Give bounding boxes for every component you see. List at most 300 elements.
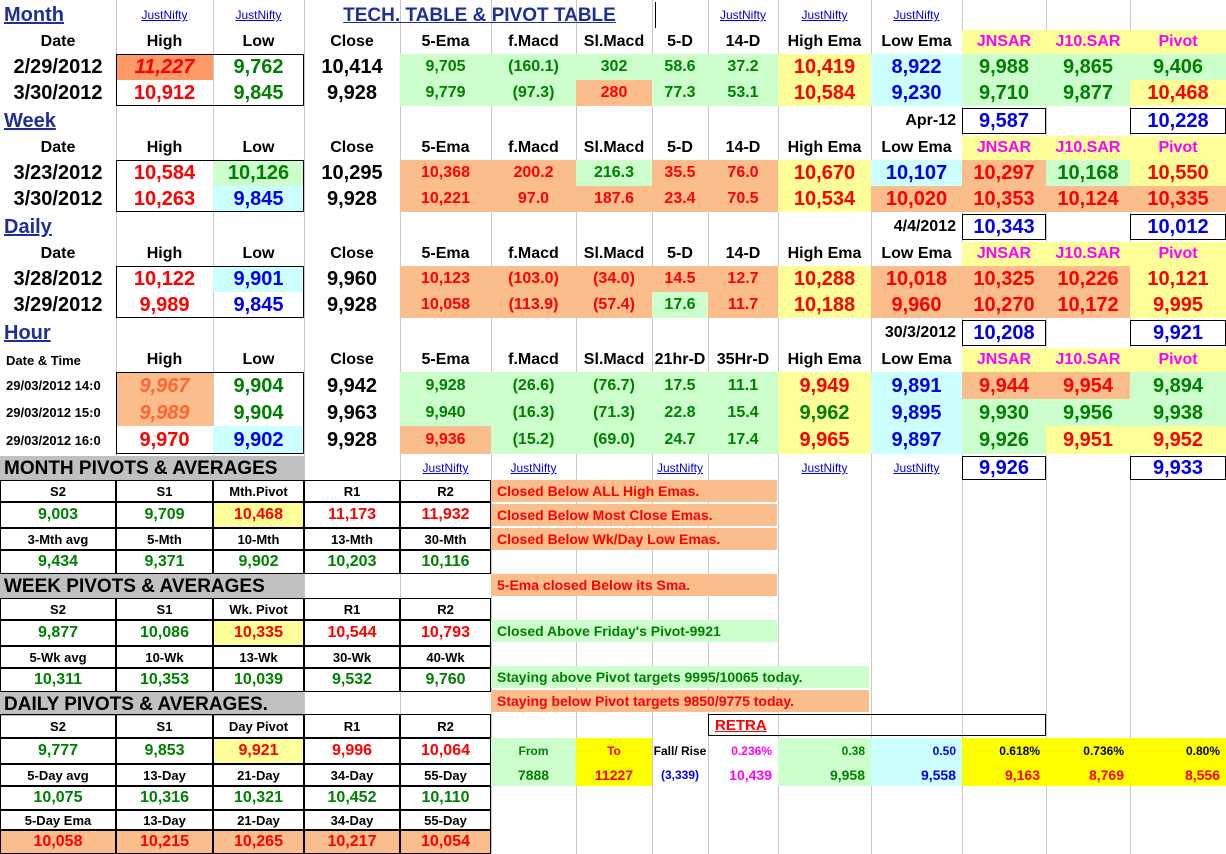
cell-close: 9,928 — [326, 294, 378, 316]
retra-value: (3,339) — [660, 768, 700, 782]
column-header-close: Close — [330, 351, 374, 368]
cell-highEma: 10,288 — [778, 266, 871, 292]
column-header-datetime: Date & Time — [6, 352, 81, 368]
retra-value: 8,769 — [1046, 764, 1130, 786]
cell-date: 3/28/2012 — [13, 268, 103, 290]
cell-high: 10,263 — [133, 188, 196, 210]
pivot-value: 10,075 — [0, 786, 116, 810]
pivot-header: S2 — [0, 480, 116, 502]
pivot-header: R1 — [304, 480, 400, 502]
column-header-slmacd: Sl.Macd — [583, 139, 645, 156]
retra-value: 7888 — [491, 764, 576, 786]
cell-close: 9,963 — [326, 401, 378, 424]
retra-value: 10,439 — [729, 767, 772, 783]
pivot-value: 10,335 — [213, 620, 304, 646]
retra-header: To — [576, 738, 652, 764]
cell-lowEma: 9,230 — [871, 80, 962, 106]
next-week-pivot: 10,012 — [1130, 214, 1226, 240]
cell-fmacd: 97.0 — [491, 186, 576, 212]
column-header-pivot: Pivot — [1130, 30, 1226, 54]
column-header-highEma: High Ema — [787, 245, 862, 262]
pivot-value: 9,777 — [0, 738, 116, 764]
cell-low: 9,904 — [233, 374, 284, 397]
pivot-value: 10,054 — [400, 830, 491, 854]
cell-pivot: 10,335 — [1130, 186, 1226, 212]
cell-high: 10,912 — [133, 82, 196, 104]
cell-d14: 53.1 — [708, 80, 778, 106]
column-header-close: Close — [330, 33, 374, 50]
cell-pivot: 9,995 — [1130, 292, 1226, 318]
cell-d14: 12.7 — [708, 266, 778, 292]
pivot-value: 10,086 — [116, 620, 213, 646]
justnifty-link[interactable]: JustNifty — [510, 461, 557, 475]
next-week-jnsar: 10,343 — [962, 214, 1046, 240]
pivot-value: 9,709 — [116, 502, 213, 528]
cell-slmacd: 302 — [576, 54, 652, 80]
section-title-week: Week — [4, 110, 56, 132]
cell-date: 3/30/2012 — [13, 188, 103, 210]
cell-high: 9,970 — [139, 429, 190, 451]
cell-fmacd: (103.0) — [491, 266, 576, 292]
cell-fmacd: (113.9) — [491, 292, 576, 318]
justnifty-link[interactable]: JustNifty — [893, 8, 940, 22]
cell-date: 29/03/2012 16:0 — [6, 432, 101, 448]
column-header-close: Close — [330, 245, 374, 262]
column-header-highEma: High Ema — [787, 139, 862, 156]
cell-low: 10,126 — [213, 160, 304, 186]
cell-low: 9,762 — [233, 56, 284, 78]
pivot-header: S1 — [116, 714, 213, 738]
pivot-header: 13-Day — [116, 810, 213, 830]
cell-ema5: 9,705 — [400, 54, 491, 80]
cell-highEma: 10,584 — [778, 80, 871, 106]
column-header-ema5: 5-Ema — [421, 245, 470, 262]
pivot-header: R1 — [304, 714, 400, 738]
cell-d14: 15.4 — [708, 399, 778, 426]
cell-slmacd: 216.3 — [576, 160, 652, 186]
cell-jnsar: 10,353 — [962, 186, 1046, 212]
retra-value: 9,163 — [962, 764, 1046, 786]
pivot-value: 10,321 — [213, 786, 304, 810]
pivot-value: 10,311 — [0, 668, 116, 692]
cell-fmacd: (15.2) — [491, 426, 576, 454]
pivot-value: 9,853 — [116, 738, 213, 764]
cell-close: 9,928 — [326, 188, 378, 210]
cell-slmacd: (57.4) — [576, 292, 652, 318]
column-header-high: High — [146, 245, 183, 262]
column-header-jnsar: JNSAR — [962, 348, 1046, 372]
cell-jnsar: 9,944 — [962, 372, 1046, 399]
pivot-value: 10,452 — [304, 786, 400, 810]
cell-d14: 70.5 — [708, 186, 778, 212]
column-header-hr21: 21hr-D — [654, 351, 706, 368]
cell-jnsar: 9,710 — [962, 80, 1046, 106]
pivot-value: 9,996 — [304, 738, 400, 764]
cell-slmacd: (76.7) — [576, 372, 652, 399]
column-header-hr35: 35Hr-D — [716, 351, 770, 368]
column-header-d14: 14-D — [725, 139, 761, 156]
pivot-value: 11,173 — [304, 502, 400, 528]
justnifty-link[interactable]: JustNifty — [719, 8, 766, 22]
pivot-value: 11,932 — [400, 502, 491, 528]
cell-date: 29/03/2012 15:0 — [6, 405, 101, 420]
pivot-header: S1 — [116, 598, 213, 620]
cell-ema5: 9,936 — [400, 426, 491, 454]
month-box — [116, 54, 304, 106]
pivot-header: 3-Mth avg — [0, 528, 116, 550]
cell-lowEma: 9,960 — [871, 292, 962, 318]
cell-high: 9,989 — [116, 399, 213, 426]
column-header-pivot: Pivot — [1130, 242, 1226, 266]
column-header-d5: 5-D — [667, 245, 693, 262]
cell-d5: 35.5 — [652, 160, 708, 186]
next-daily-pivot: 9,921 — [1130, 320, 1226, 346]
column-header-j10sar: J10.SAR — [1046, 348, 1130, 372]
column-header-lowEma: Low Ema — [881, 245, 952, 262]
cell-slmacd: 187.6 — [576, 186, 652, 212]
cell-jnsar: 9,988 — [962, 54, 1046, 80]
column-header-fmacd: f.Macd — [508, 245, 559, 262]
cell-jnsar: 9,930 — [962, 399, 1046, 426]
pivot-header: 13-Day — [116, 764, 213, 786]
column-header-fmacd: f.Macd — [508, 351, 559, 368]
cell-high: 9,989 — [139, 294, 190, 316]
pivot-section-title: DAILY PIVOTS & AVERAGES. — [0, 692, 304, 716]
cell-pivot: 9,952 — [1130, 426, 1226, 454]
cell-lowEma: 9,895 — [871, 399, 962, 426]
pivot-header: 13-Wk — [213, 646, 304, 668]
cell-d5: 24.7 — [652, 426, 708, 454]
cell-ema5: 10,221 — [400, 186, 491, 212]
cell-low: 9,902 — [213, 426, 304, 454]
cell-d14: 17.4 — [708, 426, 778, 454]
cell-date: 2/29/2012 — [13, 56, 103, 78]
justnifty-link[interactable]: JustNifty — [893, 461, 940, 475]
section-title-month: Month — [4, 4, 64, 26]
cell-slmacd: (71.3) — [576, 399, 652, 426]
justnifty-link[interactable]: JustNifty — [801, 8, 848, 22]
pivot-header: 55-Day — [400, 764, 491, 786]
pivot-value: 10,793 — [400, 620, 491, 646]
cell-j10sar: 9,877 — [1046, 80, 1130, 106]
cell-pivot: 9,894 — [1130, 372, 1226, 399]
cell-d5: 14.5 — [652, 266, 708, 292]
column-header-highEma: High Ema — [787, 33, 862, 50]
column-header-slmacd: Sl.Macd — [583, 245, 645, 262]
next-month-label: Apr-12 — [905, 112, 956, 129]
cell-fmacd: 200.2 — [491, 160, 576, 186]
cell-slmacd: (69.0) — [576, 426, 652, 454]
cell-d5: 22.8 — [652, 399, 708, 426]
cell-ema5: 10,123 — [400, 266, 491, 292]
daily-box — [116, 266, 304, 318]
column-header-high: High — [146, 351, 183, 368]
pivot-header: 10-Wk — [116, 646, 213, 668]
cell-close: 10,414 — [321, 56, 383, 78]
note-text: Closed Below Wk/Day Low Emas. — [491, 528, 777, 550]
retra-value: 9,958 — [778, 764, 871, 786]
justnifty-link[interactable]: JustNifty — [422, 461, 469, 475]
note-text: Staying below Pivot targets 9850/9775 today. — [491, 690, 869, 712]
column-header-jnsar: JNSAR — [962, 136, 1046, 160]
pivot-value: 10,203 — [304, 550, 400, 574]
pivot-header: 5-Mth — [116, 528, 213, 550]
column-header-pivot: Pivot — [1130, 136, 1226, 160]
retra-header: 0.50 — [871, 738, 962, 764]
cell-high: 11,227 — [116, 54, 213, 80]
cell-close: 9,928 — [326, 429, 378, 451]
note-text: Closed Above Friday's Pivot-9921 — [491, 620, 777, 642]
cell-d14: 11.1 — [708, 372, 778, 399]
cell-date: 3/30/2012 — [13, 82, 103, 104]
cell-lowEma: 10,107 — [871, 160, 962, 186]
cell-fmacd: (97.3) — [491, 80, 576, 106]
cell-lowEma: 10,018 — [871, 266, 962, 292]
cell-close: 9,928 — [326, 82, 378, 104]
cell-fmacd: (26.6) — [491, 372, 576, 399]
cell-j10sar: 9,951 — [1046, 426, 1130, 454]
note-text: 5-Ema closed Below its Sma. — [491, 574, 777, 596]
column-header-close: Close — [330, 139, 374, 156]
pivot-value: 10,110 — [400, 786, 491, 810]
pivot-header: R2 — [400, 714, 491, 738]
justnifty-link[interactable]: JustNifty — [801, 461, 848, 475]
cell-j10sar: 10,168 — [1046, 160, 1130, 186]
cell-j10sar: 9,956 — [1046, 399, 1130, 426]
column-header-high: High — [146, 33, 183, 50]
column-header-lowEma: Low Ema — [881, 139, 952, 156]
retra-value: 9,558 — [871, 764, 962, 786]
pivot-value: 9,902 — [213, 550, 304, 574]
retra-value: 11227 — [576, 764, 652, 786]
pivot-header: R2 — [400, 598, 491, 620]
column-header-low: Low — [242, 139, 275, 156]
next-month-jnsar: 9,587 — [962, 108, 1046, 134]
pivot-value: 9,760 — [400, 668, 491, 692]
retra-header: From — [491, 738, 576, 764]
pivot-header: 30-Wk — [304, 646, 400, 668]
pivot-value: 10,058 — [0, 830, 116, 854]
cell-d5: 77.3 — [652, 80, 708, 106]
pivot-section-title: WEEK PIVOTS & AVERAGES — [0, 574, 304, 598]
pivot-value: 10,265 — [213, 830, 304, 854]
cell-ema5: 10,368 — [400, 160, 491, 186]
pivot-header: S1 — [116, 480, 213, 502]
cell-j10sar: 10,226 — [1046, 266, 1130, 292]
justnifty-link[interactable]: JustNifty — [141, 8, 188, 22]
cell-high: 10,584 — [133, 162, 196, 184]
next-month-pivot: 10,228 — [1130, 108, 1226, 134]
pivot-value: 10,468 — [213, 502, 304, 528]
retra-label: RETRA — [708, 714, 1046, 736]
cell-low: 9,845 — [233, 82, 284, 104]
pivot-value: 10,217 — [304, 830, 400, 854]
pivot-header: 34-Day — [304, 810, 400, 830]
cell-d5: 23.4 — [652, 186, 708, 212]
justnifty-link[interactable]: JustNifty — [235, 8, 282, 22]
cell-pivot: 10,550 — [1130, 160, 1226, 186]
pivot-header: Wk. Pivot — [213, 598, 304, 620]
cell-j10sar: 10,172 — [1046, 292, 1130, 318]
column-header-d5: 5-D — [667, 139, 693, 156]
pivot-value: 9,003 — [0, 502, 116, 528]
cell-lowEma: 8,922 — [871, 54, 962, 80]
next-daily-jnsar: 10,208 — [962, 320, 1046, 346]
week-box — [116, 160, 304, 212]
pivot-header: 5-Day Ema — [0, 810, 116, 830]
pivot-header: R1 — [304, 598, 400, 620]
page-title: TECH. TABLE & PIVOT TABLE — [304, 2, 656, 28]
pivot-value: 10,215 — [116, 830, 213, 854]
cell-lowEma: 9,897 — [871, 426, 962, 454]
cell-highEma: 9,965 — [778, 426, 871, 454]
cell-d14: 11.7 — [708, 292, 778, 318]
cell-low: 9,845 — [233, 294, 284, 316]
column-header-date: Date — [40, 139, 76, 156]
pivot-value: 10,116 — [400, 550, 491, 574]
cell-highEma: 10,419 — [778, 54, 871, 80]
column-header-ema5: 5-Ema — [421, 33, 470, 50]
pivot-header: 21-Day — [213, 764, 304, 786]
cell-close: 9,960 — [326, 268, 378, 290]
column-header-low: Low — [242, 245, 275, 262]
pivot-value: 9,921 — [213, 738, 304, 764]
retra-header: 0.736% — [1046, 738, 1130, 764]
cell-j10sar: 10,124 — [1046, 186, 1130, 212]
pivot-header: 30-Mth — [400, 528, 491, 550]
column-header-slmacd: Sl.Macd — [583, 351, 645, 368]
cell-low: 9,904 — [233, 401, 284, 424]
pivot-value: 10,353 — [116, 668, 213, 692]
cell-highEma: 10,188 — [778, 292, 871, 318]
pivot-header: 34-Day — [304, 764, 400, 786]
retra-header: 0.618% — [962, 738, 1046, 764]
next-hour-pivot: 9,933 — [1130, 456, 1226, 480]
cell-slmacd: 280 — [576, 80, 652, 106]
retra-header: 0.80% — [1130, 738, 1226, 764]
column-header-jnsar: JNSAR — [962, 242, 1046, 266]
pivot-header: 13-Mth — [304, 528, 400, 550]
column-header-slmacd: Sl.Macd — [583, 33, 645, 50]
cell-close: 9,942 — [326, 374, 378, 397]
retra-header: 0.38 — [778, 738, 871, 764]
pivot-value: 9,434 — [0, 550, 116, 574]
cell-d14: 37.2 — [708, 54, 778, 80]
cell-pivot: 10,121 — [1130, 266, 1226, 292]
justnifty-link[interactable]: JustNifty — [656, 461, 703, 475]
column-header-date: Date — [40, 245, 76, 262]
pivot-header: 55-Day — [400, 810, 491, 830]
cell-date: 3/29/2012 — [13, 294, 103, 316]
cell-highEma: 9,949 — [778, 372, 871, 399]
cell-lowEma: 10,020 — [871, 186, 962, 212]
column-header-jnsar: JNSAR — [962, 30, 1046, 54]
cell-highEma: 10,670 — [778, 160, 871, 186]
section-title-hour: Hour — [4, 322, 51, 344]
pivot-header: S2 — [0, 598, 116, 620]
pivot-header: 21-Day — [213, 810, 304, 830]
cell-low: 9,845 — [213, 186, 304, 212]
cell-low: 9,901 — [213, 266, 304, 292]
cell-jnsar: 9,926 — [962, 426, 1046, 454]
note-text: Closed Below ALL High Emas. — [491, 480, 777, 502]
cell-d14: 76.0 — [708, 160, 778, 186]
section-title-daily: Daily — [4, 216, 52, 238]
retra-value: 8,556 — [1130, 764, 1226, 786]
pivot-value: 10,039 — [213, 668, 304, 692]
cell-j10sar: 9,954 — [1046, 372, 1130, 399]
pivot-header: 5-Day avg — [0, 764, 116, 786]
cell-jnsar: 10,270 — [962, 292, 1046, 318]
pivot-header: 5-Wk avg — [0, 646, 116, 668]
column-header-lowEma: Low Ema — [881, 33, 952, 50]
cell-d5: 17.5 — [652, 372, 708, 399]
cell-fmacd: (160.1) — [491, 54, 576, 80]
next-daily-label: 30/3/2012 — [884, 324, 956, 341]
cell-date: 3/23/2012 — [13, 162, 103, 184]
cell-date: 29/03/2012 14:0 — [6, 378, 101, 393]
pivot-header: Day Pivot — [213, 714, 304, 738]
column-header-low: Low — [242, 351, 275, 368]
next-hour-jnsar: 9,926 — [962, 456, 1046, 480]
cell-d5: 58.6 — [652, 54, 708, 80]
column-header-d14: 14-D — [725, 245, 761, 262]
pivot-value: 9,532 — [304, 668, 400, 692]
cell-high: 9,967 — [116, 372, 213, 399]
cell-jnsar: 10,297 — [962, 160, 1046, 186]
column-header-j10sar: J10.SAR — [1046, 136, 1130, 160]
pivot-header: R2 — [400, 480, 491, 502]
column-header-ema5: 5-Ema — [421, 139, 470, 156]
pivot-value: 10,316 — [116, 786, 213, 810]
pivot-header: 40-Wk — [400, 646, 491, 668]
pivot-section-title: MONTH PIVOTS & AVERAGES — [0, 456, 304, 480]
column-header-d14: 14-D — [725, 33, 761, 50]
column-header-j10sar: J10.SAR — [1046, 242, 1130, 266]
pivot-value: 9,877 — [0, 620, 116, 646]
cell-pivot: 9,938 — [1130, 399, 1226, 426]
pivot-value: 9,371 — [116, 550, 213, 574]
column-header-j10sar: J10.SAR — [1046, 30, 1130, 54]
cell-ema5: 9,928 — [400, 372, 491, 399]
pivot-header: 10-Mth — [213, 528, 304, 550]
pivot-header: S2 — [0, 714, 116, 738]
pivot-value: 10,544 — [304, 620, 400, 646]
cell-highEma: 10,534 — [778, 186, 871, 212]
cell-ema5: 9,940 — [400, 399, 491, 426]
retra-header: 0.236% — [731, 744, 772, 758]
column-header-pivot: Pivot — [1130, 348, 1226, 372]
cell-pivot: 9,406 — [1130, 54, 1226, 80]
column-header-date: Date — [40, 33, 76, 50]
cell-d5: 17.6 — [652, 292, 708, 318]
pivot-value: 10,064 — [400, 738, 491, 764]
cell-highEma: 9,962 — [778, 399, 871, 426]
hour-box — [116, 372, 304, 454]
cell-high: 10,122 — [133, 268, 196, 290]
column-header-highEma: High Ema — [787, 351, 862, 368]
pivot-header: Mth.Pivot — [213, 480, 304, 502]
cell-slmacd: (34.0) — [576, 266, 652, 292]
cell-ema5: 9,779 — [400, 80, 491, 106]
column-header-high: High — [146, 139, 183, 156]
cell-fmacd: (16.3) — [491, 399, 576, 426]
note-text: Closed Below Most Close Emas. — [491, 504, 777, 526]
cell-close: 10,295 — [321, 162, 383, 184]
column-header-fmacd: f.Macd — [508, 139, 559, 156]
cell-pivot: 10,468 — [1130, 80, 1226, 106]
cell-jnsar: 10,325 — [962, 266, 1046, 292]
